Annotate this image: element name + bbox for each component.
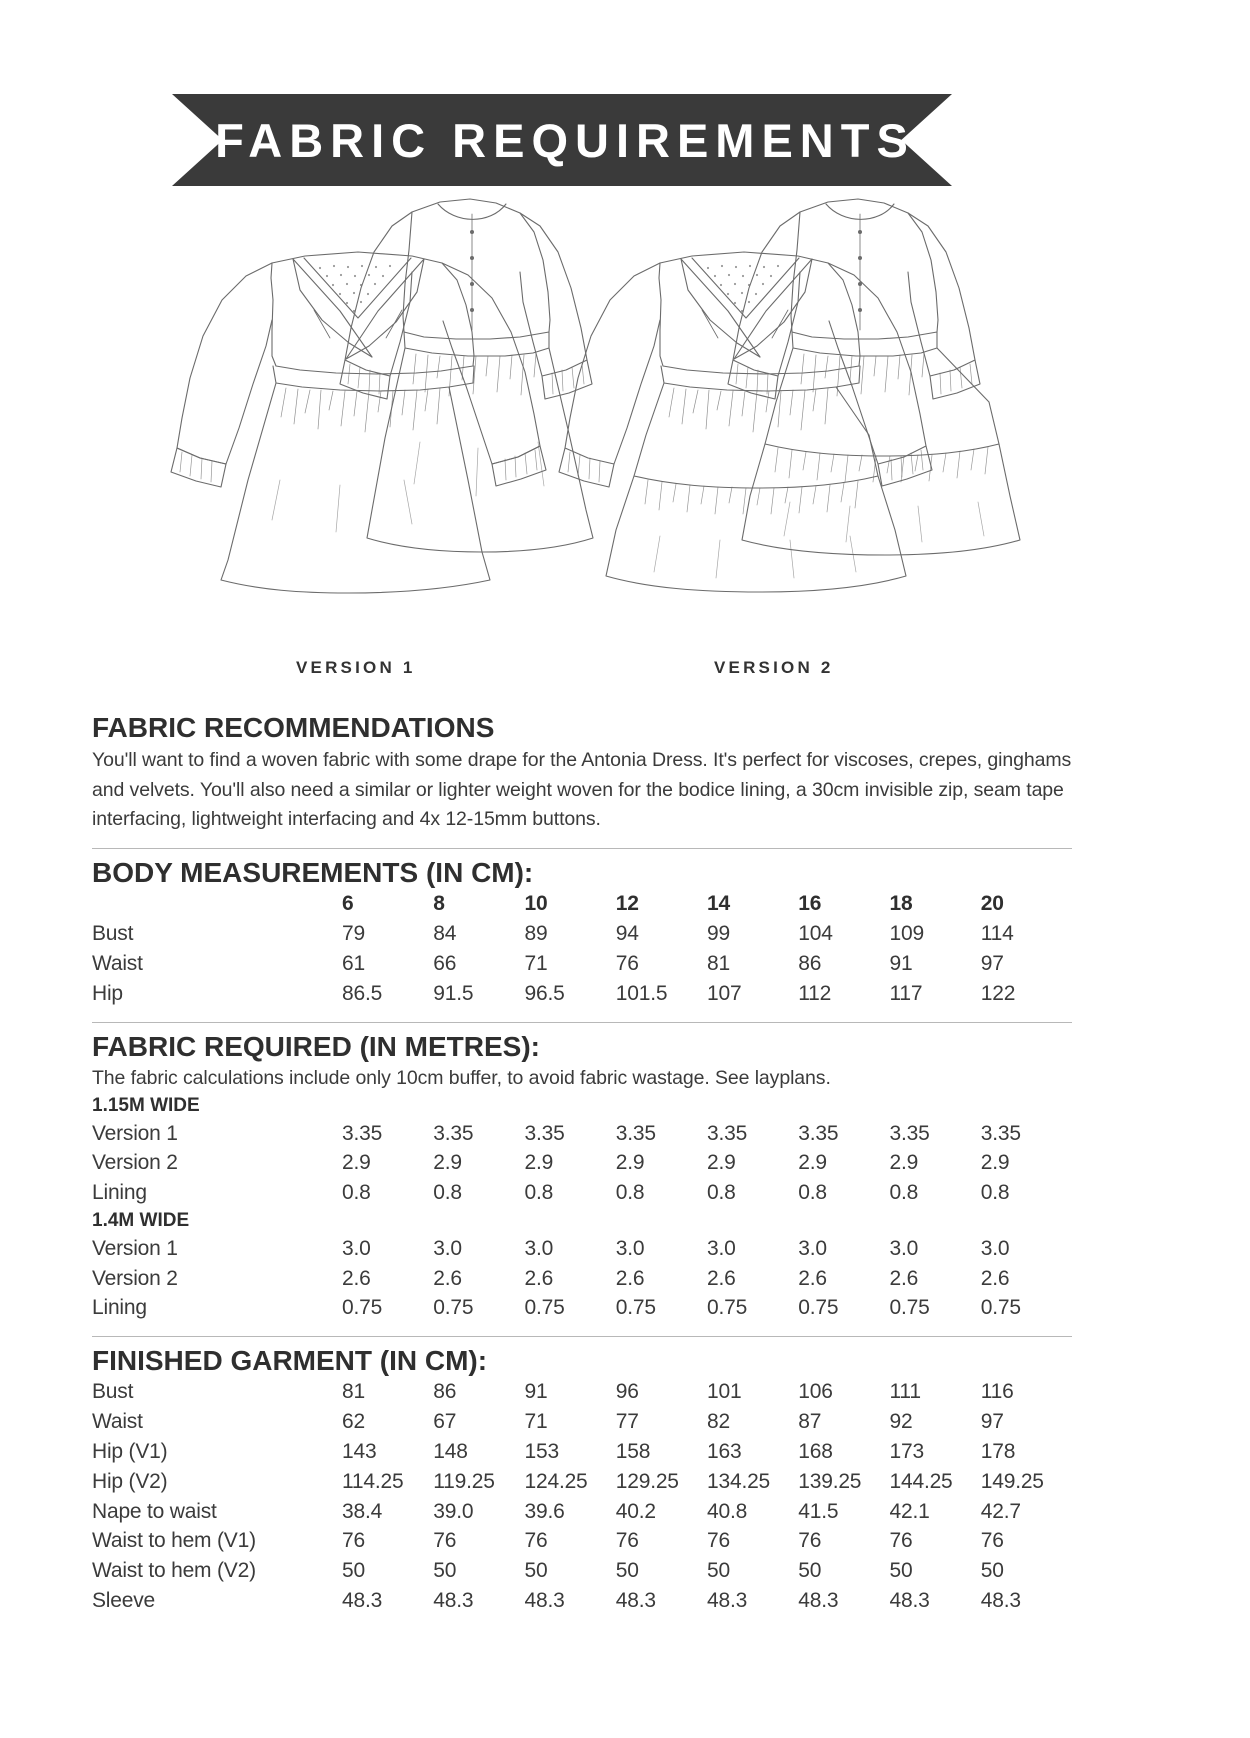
technical-drawings	[0, 180, 1250, 600]
cell: 114.25	[342, 1469, 404, 1493]
cell: 39.0	[433, 1499, 474, 1523]
cell: 0.75	[433, 1296, 474, 1320]
cell: 3.0	[889, 1236, 919, 1260]
cell: 50	[433, 1559, 457, 1583]
cell: 0.8	[889, 1181, 919, 1205]
cell: 163	[707, 1440, 742, 1464]
cell: 3.0	[524, 1236, 554, 1260]
cell: 91	[889, 951, 913, 975]
cell: 48.3	[433, 1589, 474, 1613]
cell: 79	[342, 922, 365, 946]
cell: 62	[342, 1410, 365, 1434]
cell: 42.1	[889, 1499, 930, 1523]
table-row	[92, 1467, 1072, 1497]
page-title: FABRIC REQUIREMENTS	[215, 113, 915, 167]
row-label: Hip (V1)	[92, 1440, 168, 1464]
fabric-recommendations-section	[92, 712, 1072, 835]
cell: 2.6	[524, 1266, 554, 1290]
cell: 173	[889, 1440, 924, 1464]
cell: 117	[889, 981, 923, 1005]
cell: 2.9	[707, 1151, 736, 1175]
page-title-banner	[172, 94, 952, 186]
cell: 2.9	[980, 1151, 1010, 1175]
cell: 50	[615, 1559, 639, 1583]
cell: 76	[524, 1529, 548, 1553]
divider-2	[92, 1022, 1072, 1023]
fabric-recommendations-paragraph: You'll want to find a woven fabric with some drape for the Antonia Dress. It's perfect for viscoses, crepes, ginghams and velvets. You'll also need a similar or lighter weight woven for the bodice lining, a 30cm invisible zip, seam tape interfacing, lightweight interfacing and 4x 12-15mm buttons.	[92, 749, 1072, 831]
row-label: Hip (V2)	[92, 1469, 168, 1493]
cell: 81	[342, 1380, 365, 1404]
cell: 143	[342, 1440, 377, 1464]
cell: 99	[707, 922, 730, 946]
cell: 2.6	[615, 1266, 645, 1290]
cell: 0.8	[433, 1181, 462, 1205]
cell: 112	[798, 981, 832, 1005]
cell: 48.3	[707, 1589, 748, 1613]
cell: 86	[433, 1380, 457, 1404]
cell: 2.9	[615, 1151, 645, 1175]
size-header: 6	[342, 892, 354, 916]
cell: 0.75	[707, 1296, 748, 1320]
divider-1	[92, 848, 1072, 849]
cell: 149.25	[980, 1469, 1044, 1493]
cell: 86.5	[342, 981, 383, 1005]
row-label: Version 1	[92, 1236, 178, 1260]
fabric-width-subhead-115: 1.15M WIDE	[92, 1094, 200, 1116]
cell: 48.3	[889, 1589, 930, 1613]
table-row	[92, 1586, 1072, 1616]
row-label: Waist	[92, 1410, 143, 1434]
cell: 0.8	[798, 1181, 827, 1205]
cell: 86	[798, 951, 822, 975]
version1-front-view	[340, 199, 593, 552]
cell: 101	[707, 1380, 742, 1404]
cell: 50	[889, 1559, 913, 1583]
fabric-required-heading: FABRIC REQUIRED (IN METRES):	[92, 1030, 540, 1062]
cell: 3.0	[433, 1236, 462, 1260]
cell: 119.25	[433, 1469, 495, 1493]
cell: 2.9	[889, 1151, 919, 1175]
cell: 50	[980, 1559, 1004, 1583]
version1-back-view	[171, 252, 546, 593]
cell: 41.5	[798, 1499, 839, 1523]
cell: 81	[707, 951, 730, 975]
cell: 66	[433, 951, 457, 975]
table-row	[92, 1293, 1072, 1323]
fabric-required-section	[92, 1031, 1072, 1324]
version-2-label: VERSION 2	[714, 658, 834, 677]
fabric-required-table-14	[92, 1234, 1072, 1323]
cell: 67	[433, 1410, 457, 1434]
cell: 82	[707, 1410, 730, 1434]
cell: 39.6	[524, 1499, 565, 1523]
fabric-required-table-115	[92, 1119, 1072, 1208]
cell: 2.6	[342, 1266, 371, 1290]
table-row	[92, 1264, 1072, 1294]
row-label: Version 2	[92, 1151, 178, 1175]
row-label: Waist to hem (V1)	[92, 1529, 256, 1553]
cell: 129.25	[615, 1469, 679, 1493]
cell: 71	[524, 951, 548, 975]
cell: 0.75	[342, 1296, 383, 1320]
cell: 0.75	[889, 1296, 930, 1320]
cell: 2.9	[433, 1151, 462, 1175]
size-header: 10	[524, 892, 548, 916]
cell: 106	[798, 1380, 833, 1404]
cell: 92	[889, 1410, 913, 1434]
cell: 48.3	[798, 1589, 839, 1613]
cell: 96	[615, 1380, 639, 1404]
cell: 2.6	[980, 1266, 1010, 1290]
cell: 0.75	[615, 1296, 656, 1320]
cell: 2.6	[798, 1266, 827, 1290]
cell: 76	[433, 1529, 457, 1553]
cell: 77	[615, 1410, 639, 1434]
size-header: 18	[889, 892, 913, 916]
row-label: Bust	[92, 922, 134, 946]
cell: 2.6	[433, 1266, 462, 1290]
cell: 158	[615, 1440, 651, 1464]
dress-line-art-svg	[0, 180, 1250, 600]
cell: 139.25	[798, 1469, 862, 1493]
table-row	[92, 1526, 1072, 1556]
cell: 3.35	[889, 1121, 930, 1145]
cell: 3.0	[980, 1236, 1010, 1260]
row-label: Nape to waist	[92, 1499, 217, 1523]
cell: 114	[980, 922, 1014, 946]
cell: 0.75	[798, 1296, 839, 1320]
table-row	[92, 1407, 1072, 1437]
cell: 96.5	[524, 981, 565, 1005]
divider-3	[92, 1336, 1072, 1337]
cell: 116	[980, 1380, 1014, 1404]
table-row	[92, 1377, 1072, 1407]
size-header: 8	[433, 892, 445, 916]
cell: 89	[524, 922, 548, 946]
cell: 48.3	[524, 1589, 565, 1613]
cell: 0.8	[524, 1181, 554, 1205]
finished-garment-table	[92, 1377, 1072, 1616]
version-1-label: VERSION 1	[296, 658, 416, 677]
row-label: Lining	[92, 1181, 147, 1205]
cell: 76	[707, 1529, 730, 1553]
cell: 2.9	[524, 1151, 554, 1175]
row-label: Lining	[92, 1296, 147, 1320]
cell: 2.9	[798, 1151, 827, 1175]
cell: 111	[889, 1380, 921, 1404]
cell: 97	[980, 951, 1004, 975]
row-label: Sleeve	[92, 1589, 156, 1613]
cell: 3.35	[524, 1121, 565, 1145]
cell: 2.9	[342, 1151, 371, 1175]
size-header: 20	[980, 892, 1004, 916]
cell: 3.0	[342, 1236, 371, 1260]
row-label: Version 1	[92, 1121, 178, 1145]
cell: 91	[524, 1380, 548, 1404]
cell: 76	[342, 1529, 365, 1553]
cell: 48.3	[980, 1589, 1021, 1613]
cell: 148	[433, 1440, 468, 1464]
cell: 76	[615, 1529, 639, 1553]
table-row	[92, 979, 1072, 1009]
cell: 50	[524, 1559, 548, 1583]
cell: 2.6	[707, 1266, 736, 1290]
cell: 0.75	[524, 1296, 565, 1320]
cell: 94	[615, 922, 639, 946]
cell: 76	[980, 1529, 1004, 1553]
cell: 97	[980, 1410, 1004, 1434]
cell: 3.35	[615, 1121, 656, 1145]
cell: 76	[889, 1529, 913, 1553]
cell: 144.25	[889, 1469, 953, 1493]
cell: 134.25	[707, 1469, 771, 1493]
size-label-cell	[92, 889, 342, 919]
cell: 0.8	[615, 1181, 645, 1205]
size-header: 12	[615, 892, 639, 916]
fabric-required-note: The fabric calculations include only 10cm buffer, to avoid fabric wastage. See layplans.	[92, 1066, 831, 1089]
row-label: Hip	[92, 981, 123, 1005]
cell: 104	[798, 922, 833, 946]
cell: 3.0	[798, 1236, 827, 1260]
cell: 0.8	[980, 1181, 1010, 1205]
fabric-width-subhead-14: 1.4M WIDE	[92, 1210, 190, 1232]
cell: 0.8	[707, 1181, 736, 1205]
cell: 50	[707, 1559, 730, 1583]
size-header: 14	[707, 892, 730, 916]
cell: 124.25	[524, 1469, 588, 1493]
cell: 84	[433, 922, 457, 946]
table-row	[92, 1556, 1072, 1586]
table-row	[92, 1178, 1072, 1208]
cell: 3.0	[707, 1236, 736, 1260]
body-measurements-section	[92, 857, 1072, 1008]
cell: 76	[615, 951, 639, 975]
cell: 38.4	[342, 1499, 383, 1523]
cell: 3.35	[980, 1121, 1021, 1145]
table-row	[92, 1148, 1072, 1178]
cell: 3.35	[433, 1121, 474, 1145]
finished-garment-section	[92, 1345, 1072, 1616]
table-row	[92, 1437, 1072, 1467]
cell: 2.6	[889, 1266, 919, 1290]
cell: 91.5	[433, 981, 474, 1005]
row-label: Version 2	[92, 1266, 178, 1290]
cell: 3.35	[798, 1121, 839, 1145]
table-header-row	[92, 889, 1072, 919]
table-row	[92, 919, 1072, 949]
cell: 0.75	[980, 1296, 1021, 1320]
fabric-recommendations-heading: FABRIC RECOMMENDATIONS	[92, 712, 495, 743]
cell: 0.8	[342, 1181, 371, 1205]
version2-front-view	[728, 199, 1020, 555]
content-area	[92, 712, 1072, 1616]
cell: 76	[798, 1529, 822, 1553]
cell: 168	[798, 1440, 833, 1464]
cell: 153	[524, 1440, 559, 1464]
cell: 109	[889, 922, 924, 946]
cell: 87	[798, 1410, 822, 1434]
version-labels	[0, 658, 1250, 688]
cell: 40.2	[615, 1499, 656, 1523]
cell: 3.35	[342, 1121, 383, 1145]
cell: 3.0	[615, 1236, 645, 1260]
cell: 107	[707, 981, 742, 1005]
table-row	[92, 1119, 1072, 1149]
cell: 122	[980, 981, 1016, 1005]
cell: 3.35	[707, 1121, 748, 1145]
cell: 61	[342, 951, 365, 975]
size-header: 16	[798, 892, 822, 916]
row-label: Bust	[92, 1380, 134, 1404]
row-label: Waist	[92, 951, 143, 975]
table-row	[92, 1497, 1072, 1527]
body-measurements-table	[92, 889, 1072, 1008]
cell: 40.8	[707, 1499, 748, 1523]
cell: 48.3	[615, 1589, 656, 1613]
cell: 48.3	[342, 1589, 383, 1613]
cell: 71	[524, 1410, 548, 1434]
cell: 178	[980, 1440, 1016, 1464]
table-row	[92, 1234, 1072, 1264]
finished-garment-heading: FINISHED GARMENT (IN CM):	[92, 1345, 488, 1377]
table-row	[92, 949, 1072, 979]
cell: 101.5	[615, 981, 668, 1005]
cell: 50	[342, 1559, 365, 1583]
body-measurements-heading: BODY MEASUREMENTS (IN CM):	[92, 857, 534, 889]
cell: 42.7	[980, 1499, 1021, 1523]
cell: 50	[798, 1559, 822, 1583]
row-label: Waist to hem (V2)	[92, 1559, 256, 1583]
